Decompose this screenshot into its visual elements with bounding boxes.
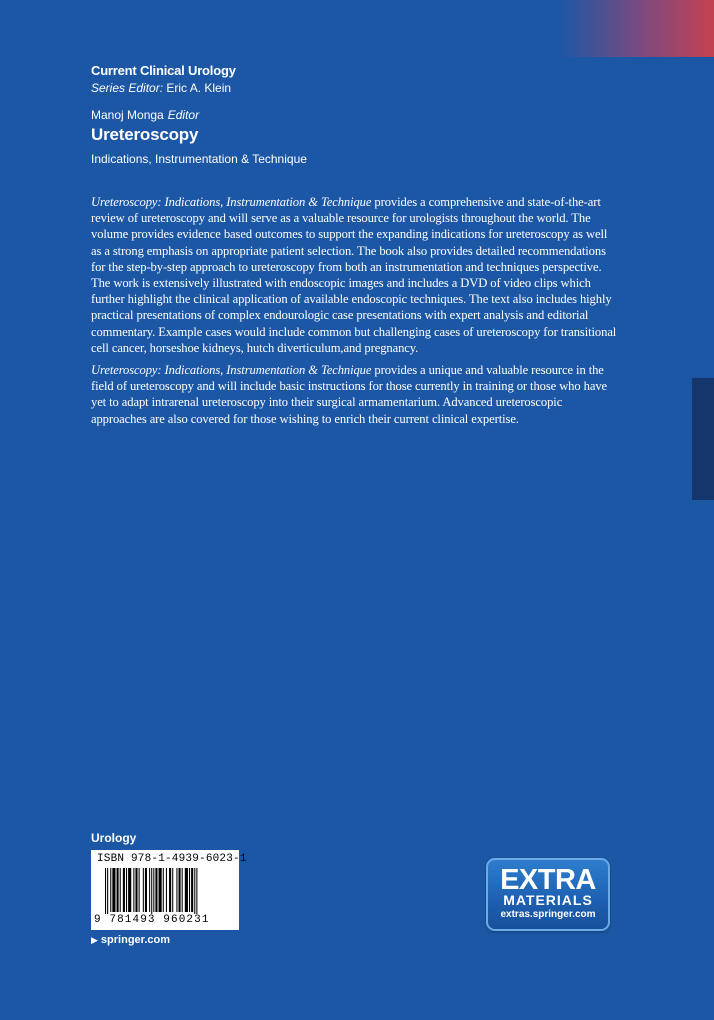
paragraph-2-title: Ureteroscopy: Indications, Instrumentation & Technique xyxy=(91,363,372,378)
barcode-bar xyxy=(128,868,131,912)
barcode-bar xyxy=(143,868,144,912)
series-editor-role: Series Editor: xyxy=(91,81,164,95)
barcode-bar xyxy=(139,868,140,912)
series-title: Current Clinical Urology xyxy=(91,63,236,78)
barcode-bar xyxy=(149,868,150,912)
barcode-bar xyxy=(182,868,183,912)
book-title: Ureteroscopy xyxy=(91,125,199,144)
book-editor-role: Editor xyxy=(167,108,200,122)
barcode-bar xyxy=(194,868,195,914)
barcode-bar xyxy=(155,868,157,912)
paragraph-1-title: Ureteroscopy: Indications, Instrumentation & Technique xyxy=(91,195,372,209)
badge-url: extras.springer.com xyxy=(500,909,596,920)
barcode-bar xyxy=(159,868,162,912)
springer-link-text: springer.com xyxy=(100,934,170,946)
arrow-right-icon: ▶ xyxy=(91,935,98,945)
barcode-bar xyxy=(196,868,197,914)
book-subtitle: Indications, Instrumentation & Technique xyxy=(91,152,307,166)
series-editor-name: Eric A. Klein xyxy=(166,81,232,95)
barcode-bar xyxy=(151,868,152,914)
description xyxy=(91,194,617,433)
badge-line1: EXTRA xyxy=(500,864,596,896)
book-editor-name: Manoj Monga xyxy=(91,108,164,122)
barcode xyxy=(91,850,247,930)
barcode-bar xyxy=(112,868,115,912)
barcode-bar xyxy=(107,868,108,914)
barcode-digits: 9 781493 960231 xyxy=(94,914,210,926)
badge-line2: MATERIALS xyxy=(503,892,593,908)
paragraph-1-text: provides a comprehensive and state-of-the-art review of ureteroscopy and will serve as a valuable resource for urologists throughout the world. The volume provides evidence based outcomes to support the expanding indications for ureteroscopy as well as a strong emphasis on appropriate patient selection. The book also provides detailed recommendations for the step-by-step approach to ureteroscopy from both an instrumentation and techniques perspective. The work is extensively illustrated with endoscopic images and includes a DVD of video clips which further highlight the clinical application of available endoscopic techniques. The text also includes highly practical presentations of complex endourologic case presentations with expert analysis and editorial commentary. Example cases would include common but challenging cases of ureteroscopy for transitional cell cancer, horseshoe kidneys, hutch diverticulum,and pregnancy. xyxy=(91,195,617,355)
series-editor xyxy=(91,80,307,97)
barcode-bar xyxy=(172,868,173,912)
description-paragraph-1 xyxy=(91,194,617,356)
spine-tab xyxy=(692,378,714,500)
isbn-text: ISBN 978-1-4939-6023-1 xyxy=(97,853,247,865)
barcode-bars xyxy=(105,868,233,914)
barcode-bar xyxy=(153,868,154,912)
barcode-bar xyxy=(120,868,121,912)
barcode-bar xyxy=(185,868,188,912)
barcode-bar xyxy=(169,868,171,912)
barcode-bar xyxy=(166,868,167,912)
extra-materials-badge[interactable] xyxy=(486,858,610,931)
barcode-bar xyxy=(135,868,137,912)
subject-label: Urology xyxy=(91,831,137,845)
barcode-bar xyxy=(179,868,181,912)
barcode-bar xyxy=(126,868,127,912)
barcode-bar xyxy=(189,868,190,912)
barcode-bar xyxy=(117,868,119,912)
paragraph-2-text: provides a unique and valuable resource in the field of ureteroscopy and will include basic instructions for those currently in training or those who have yet to adapt intrarenal ureteroscopy into their surgical armamentarium. Advanced ureteroscopic approaches are also covered for those wishing to enrich their current clinical expertise. xyxy=(91,363,608,426)
barcode-bar xyxy=(105,868,106,914)
barcode-bar xyxy=(176,868,177,912)
barcode-bar xyxy=(123,868,125,912)
header-block xyxy=(91,62,307,167)
barcode-bar xyxy=(163,868,164,912)
barcode-bar xyxy=(133,868,134,912)
barcode-bar xyxy=(145,868,147,912)
description-paragraph-2 xyxy=(91,362,617,427)
book-editor xyxy=(91,107,307,123)
springer-link[interactable] xyxy=(91,934,170,946)
barcode-bar xyxy=(110,868,111,912)
corner-gradient xyxy=(559,0,714,57)
barcode-bar xyxy=(191,868,193,912)
